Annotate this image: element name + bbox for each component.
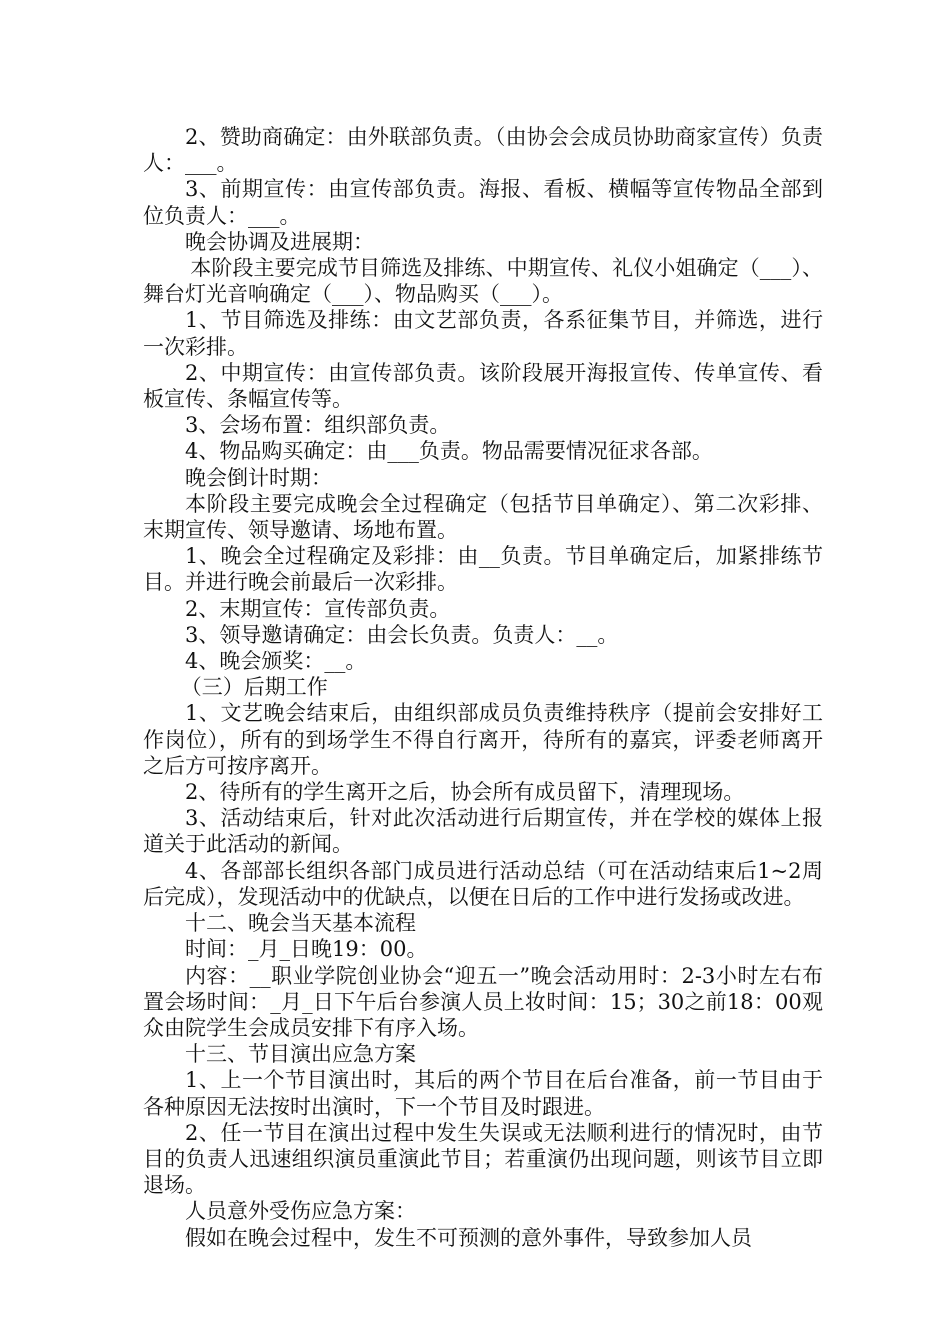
paragraph-backup-program: 1、上一个节目演出时，其后的两个节目在后台准备，前一节目由于各种原因无法按时出演时，下一个节目及时跟进。 <box>143 1068 823 1119</box>
heading-coordination-phase: 晚会协调及进展期： <box>185 229 374 254</box>
document-body <box>143 124 823 1251</box>
heading-section-thirteen: 十三、节目演出应急方案 <box>185 1042 416 1067</box>
paragraph-order-keeping: 1、文艺晚会结束后，由组织部成员负责维持秩序（提前会安排好工作岗位），所有的到场学生不得自行离开，待所有的嘉宾，评委老师离开之后方可按序离开。 <box>143 701 823 778</box>
paragraph-post-publicity: 3、活动结束后，针对此次活动进行后期宣传，并在学校的媒体上报道关于此活动的新闻。 <box>143 806 823 857</box>
paragraph-mid-publicity: 2、中期宣传：由宣传部负责。该阶段展开海报宣传、传单宣传、看板宣传、条幅宣传等。 <box>143 360 823 412</box>
paragraph-cleanup: 2、待所有的学生离开之后，协会所有成员留下，清理现场。 <box>185 780 745 805</box>
paragraph-early-publicity: 3、前期宣传：由宣传部负责。海报、看板、横幅等宣传物品全部到位负责人：___。 <box>143 177 823 228</box>
paragraph-countdown-summary: 本阶段主要完成晚会全过程确定（包括节目单确定）、第二次彩排、末期宣传、领导邀请、场地布置。 <box>143 491 823 543</box>
paragraph-leader-invitation: 3、领导邀请确定：由会长负责。负责人：__。 <box>185 622 619 647</box>
paragraph-final-publicity: 2、末期宣传：宣传部负责。 <box>185 596 451 621</box>
heading-countdown-phase: 晚会倒计时期： <box>185 465 332 490</box>
paragraph-content: 内容：__职业学院创业协会“迎五一”晚会活动用时：2-3小时左右布置会场时间：_月_日下午后台参演人员上妆时间：15；30之前18：00观众由院学生会成员安排下有序入场。 <box>143 963 823 1040</box>
paragraph-purchase: 4、物品购买确定：由___负责。物品需要情况征求各部。 <box>185 439 713 464</box>
paragraph-venue-setup: 3、会场布置：组织部负责。 <box>185 413 451 438</box>
paragraph-program-selection: 1、节目筛选及排练：由文艺部负责，各系征集节目，并筛选，进行一次彩排。 <box>143 308 823 359</box>
paragraph-sponsor: 2、赞助商确定：由外联部负责。（由协会会成员协助商家宣传）负责人：___。 <box>143 125 823 176</box>
paragraph-coordination-summary: 本阶段主要完成节目筛选及排练、中期宣传、礼仪小姐确定（___）、舞台灯光音响确定（___）、物品购买（___）。 <box>143 256 823 307</box>
paragraph-program-failure: 2、任一节目在演出过程中发生失误或无法顺利进行的情况时，由节目的负责人迅速组织演员重演此节目；若重演仍出现问题，则该节目立即退场。 <box>143 1120 823 1198</box>
paragraph-summary: 4、各部部长组织各部门成员进行活动总结（可在活动结束后1~2周后完成），发现活动中的优缺点，以便在日后的工作中进行发扬或改进。 <box>143 858 823 909</box>
heading-post-work: （三）后期工作 <box>180 675 328 700</box>
paragraph-rehearsal: 1、晚会全过程确定及彩排：由__负责。节目单确定后，加紧排练节目。并进行晚会前最后一次彩排。 <box>143 544 823 595</box>
heading-injury-plan: 人员意外受伤应急方案： <box>185 1199 416 1224</box>
paragraph-time: 时间：_月_日晚19：00。 <box>185 937 428 962</box>
paragraph-injury-plan: 假如在晚会过程中，发生不可预测的意外事件，导致参加人员 <box>185 1225 752 1250</box>
paragraph-awards: 4、晚会颁奖：__。 <box>185 649 367 674</box>
heading-section-twelve: 十二、晚会当天基本流程 <box>185 911 416 936</box>
